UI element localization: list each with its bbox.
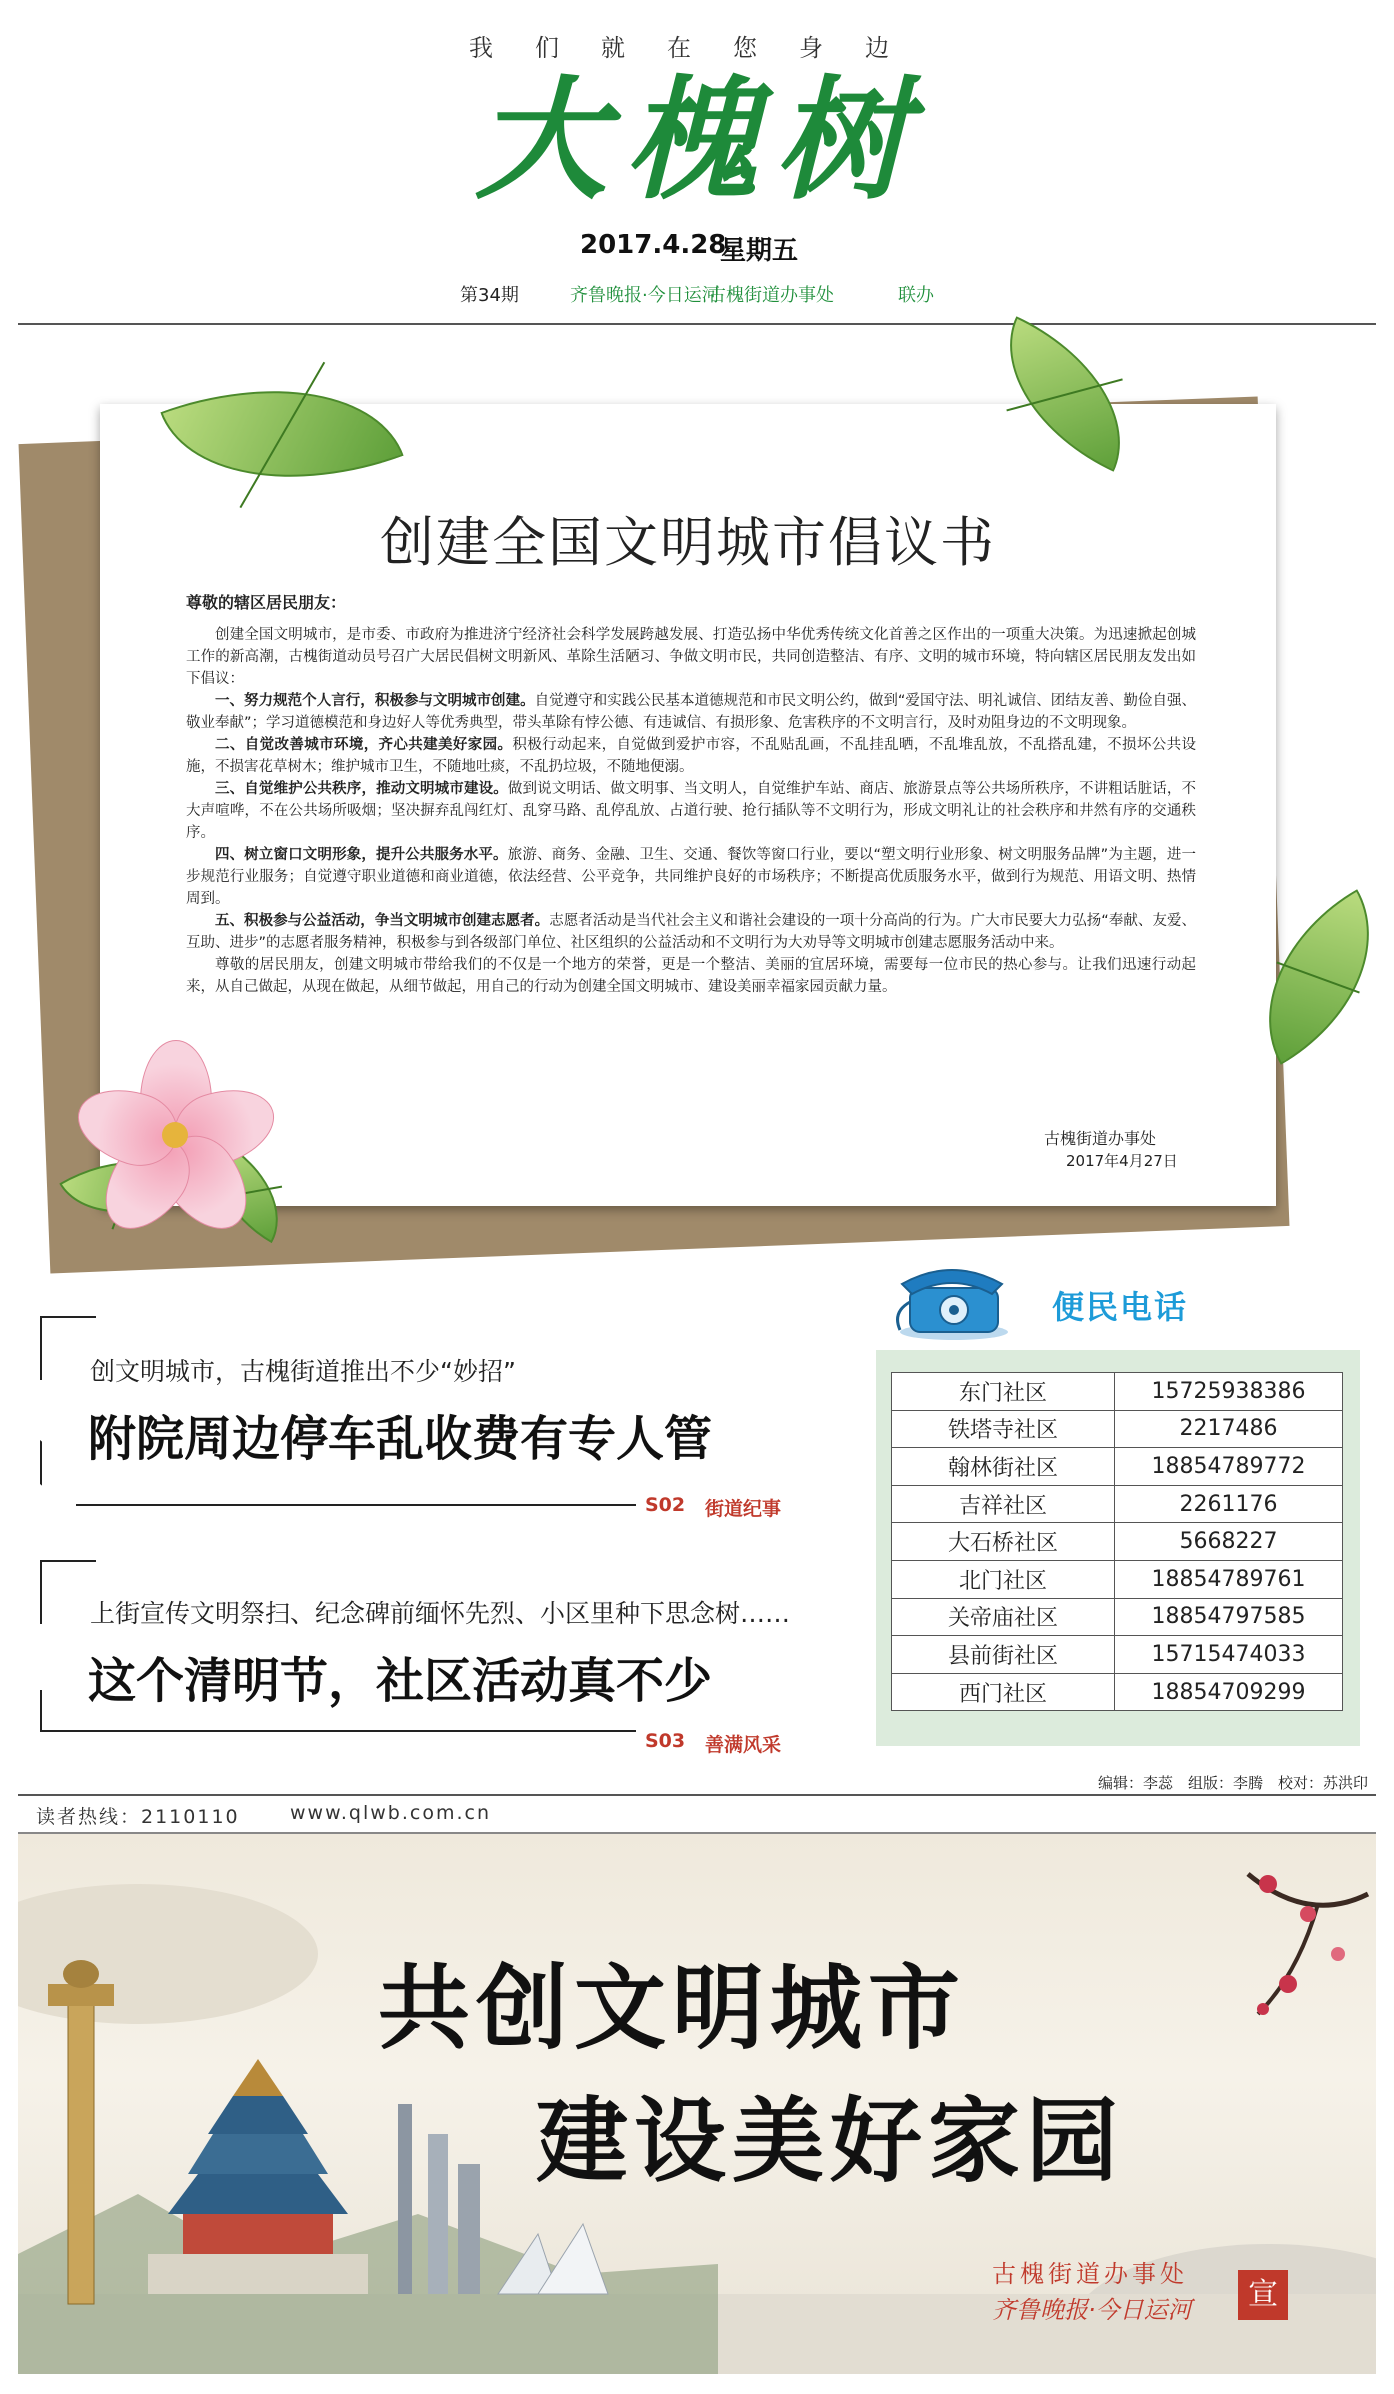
teaser-section-name[interactable]: 善满风采	[705, 1734, 782, 1756]
teaser-frame-line	[40, 1690, 42, 1730]
flower-center	[162, 1122, 188, 1148]
community-phone[interactable]: 18854709299	[1115, 1673, 1343, 1711]
teaser-frame-line	[40, 1316, 96, 1318]
reader-hotline: 读者热线：2110110	[36, 1806, 240, 1828]
proposal-item	[186, 910, 1196, 954]
proposal-item	[186, 778, 1196, 844]
teaser-section-name[interactable]: 街道纪事	[705, 1498, 782, 1520]
community-phone[interactable]: 15715474033	[1115, 1636, 1343, 1674]
teaser-frame-line	[40, 1560, 96, 1562]
community-name: 东门社区	[892, 1373, 1115, 1411]
table-row	[892, 1636, 1343, 1674]
teaser-section-code[interactable]: S02	[645, 1494, 686, 1516]
banner-slogan-line1: 共创文明城市	[378, 1954, 967, 2062]
table-row	[892, 1523, 1343, 1561]
table-row	[892, 1560, 1343, 1598]
community-phone[interactable]: 2217486	[1115, 1410, 1343, 1448]
table-row	[892, 1598, 1343, 1636]
community-phone[interactable]: 18854789772	[1115, 1448, 1343, 1486]
phone-directory-table	[891, 1372, 1343, 1711]
publisher-name: 齐鲁晚报·今日运河	[570, 285, 720, 306]
joint-label: 联办	[898, 285, 934, 306]
office-name: 古槐街道办事处	[708, 285, 834, 306]
teaser-headline[interactable]: 附院周边停车乱收费有专人管	[88, 1411, 713, 1467]
proposal-item-head: 一、努力规范个人言行，积极参与文明城市创建。	[215, 693, 535, 709]
proposal-salutation: 尊敬的辖区居民朋友：	[186, 593, 347, 612]
masthead-divider	[18, 323, 1376, 325]
community-name: 翰林街社区	[892, 1448, 1115, 1486]
table-row	[892, 1485, 1343, 1523]
footer-divider	[18, 1794, 1376, 1796]
banner-organizer: 古槐街道办事处	[992, 2260, 1188, 2288]
issue-date: 2017.4.28	[580, 230, 727, 260]
community-name: 关帝庙社区	[892, 1598, 1115, 1636]
community-phone[interactable]: 5668227	[1115, 1523, 1343, 1561]
phone-directory-title: 便民电话	[1052, 1288, 1189, 1326]
community-name: 吉祥社区	[892, 1485, 1115, 1523]
teaser-subtitle: 上街宣传文明祭扫、纪念碑前缅怀先烈、小区里种下思念树……	[90, 1599, 791, 1628]
community-name: 北门社区	[892, 1560, 1115, 1598]
proposal-title: 创建全国文明城市倡议书	[380, 511, 996, 574]
community-name: 县前街社区	[892, 1636, 1115, 1674]
editor-credits: 编辑：李蕊 组版：李腾 校对：苏洪印	[1098, 1774, 1369, 1792]
telephone-icon	[892, 1262, 1010, 1342]
teaser-frame-line	[76, 1504, 636, 1506]
issue-weekday: 星期五	[720, 236, 799, 266]
community-phone[interactable]: 18854789761	[1115, 1560, 1343, 1598]
proposal-item-text: 自觉遵守和实践公民基本道德规范和市民文明公约，做到“爱国守法、明礼诚信、团结友善、勤俭自强、敬业奉献”；学习道德模范和身边好人等优秀典型，带头革除有悖公德、有违诚信、有损形象、危害秩序的不文明言行，及时劝阻身边的不文明现象。	[186, 693, 1196, 731]
proposal-item-text: 积极行动起来，自觉做到爱护市容，不乱贴乱画，不乱挂乱晒，不乱堆乱放，不乱搭乱建，不损坏公共设施，不损害花草树木；维护城市卫生，不随地吐痰，不乱扔垃圾，不随地便溺。	[186, 737, 1197, 775]
teaser-section-code[interactable]: S03	[645, 1730, 686, 1752]
masthead-title: 大槐树	[475, 63, 925, 218]
flower-decoration	[70, 1040, 290, 1230]
table-row	[892, 1448, 1343, 1486]
proposal-item-text: 旅游、商务、金融、卫生、交通、餐饮等窗口行业，要以“塑文明行业形象、树文明服务品牌”为主题，进一步规范行业服务；自觉遵守职业道德和商业道德，依法经营、公平竞争，共同维护良好的市场秩序；不断提高优质服务水平，做到行为规范、用语文明、热情周到。	[186, 847, 1196, 907]
proposal-closing: 尊敬的居民朋友，创建文明城市带给我们的不仅是一个地方的荣誉，更是一个整洁、美丽的宜居环境，需要每一位市民的热心参与。让我们迅速行动起来，从自己做起，从现在做起，从细节做起，用自己的行动为创建全国文明城市、建设美丽幸福家园贡献力量。	[186, 957, 1196, 995]
proposal-item-head: 五、积极参与公益活动，争当文明城市创建志愿者。	[215, 913, 550, 929]
banner-slogan-line2: 建设美好家园	[536, 2087, 1125, 2195]
teaser-frame-line	[40, 1316, 42, 1380]
community-phone[interactable]: 2261176	[1115, 1485, 1343, 1523]
community-phone[interactable]: 15725938386	[1115, 1373, 1343, 1411]
community-phone[interactable]: 18854797585	[1115, 1598, 1343, 1636]
proposal-sign-date: 2017年4月27日	[1066, 1152, 1178, 1170]
proposal-item	[186, 690, 1196, 734]
community-name: 大石桥社区	[892, 1523, 1115, 1561]
teaser-headline[interactable]: 这个清明节，社区活动真不少	[88, 1653, 713, 1709]
proposal-item	[186, 844, 1196, 910]
table-row	[892, 1673, 1343, 1711]
table-row	[892, 1373, 1343, 1411]
teaser-frame-line	[40, 1560, 42, 1624]
teaser-frame-line	[40, 1730, 636, 1732]
proposal-signature: 古槐街道办事处	[1044, 1129, 1157, 1148]
website-link[interactable]: www.qlwb.com.cn	[290, 1802, 491, 1824]
issue-number: 第34期	[460, 285, 519, 306]
proposal-intro: 创建全国文明城市，是市委、市政府为推进济宁经济社会科学发展跨越发展、打造弘扬中华优秀传统文化首善之区作出的一项重大决策。为迅速掀起创城工作的新高潮，古槐街道动员号召广大居民倡树文明新风、革除生活陋习、争做文明市民，共同创造整洁、有序、文明的城市环境，特向辖区居民朋友发出如下倡议：	[186, 627, 1196, 687]
community-name: 铁塔寺社区	[892, 1410, 1115, 1448]
proposal-item-text: 志愿者活动是当代社会主义和谐社会建设的一项十分高尚的行为。广大市民要大力弘扬“奉献、友爱、互助、进步”的志愿者服务精神，积极参与到各级部门单位、社区组织的公益活动和不文明行为大劝导等文明城市创建志愿服务活动中来。	[186, 913, 1196, 951]
proposal-item-head: 二、自觉改善城市环境，齐心共建美好家园。	[215, 737, 513, 753]
proposal-item-head: 三、自觉维护公共秩序，推动文明城市建设。	[215, 781, 508, 797]
banner-seal-stamp: 宣	[1238, 2270, 1288, 2320]
teaser-frame-line	[40, 1440, 42, 1486]
proposal-item-head: 四、树立窗口文明形象，提升公共服务水平。	[215, 847, 508, 863]
banner-publisher: 齐鲁晚报·今日运河	[992, 2296, 1192, 2324]
proposal-item	[186, 734, 1196, 778]
table-row	[892, 1410, 1343, 1448]
teaser-subtitle: 创文明城市，古槐街道推出不少“妙招”	[90, 1357, 516, 1386]
masthead-slogan: 我们就在您身边	[469, 34, 931, 62]
proposal-body	[186, 624, 1196, 998]
proposal-item-text: 做到说文明话、做文明事、当文明人，自觉维护车站、商店、旅游景点等公共场所秩序，不讲粗话脏话，不大声喧哗，不在公共场所吸烟；坚决摒弃乱闯红灯、乱穿马路、乱停乱放、占道行驶、抢行插队等不文明行为，形成文明礼让的社会秩序和井然有序的交通秩序。	[186, 781, 1197, 841]
community-name: 西门社区	[892, 1673, 1115, 1711]
